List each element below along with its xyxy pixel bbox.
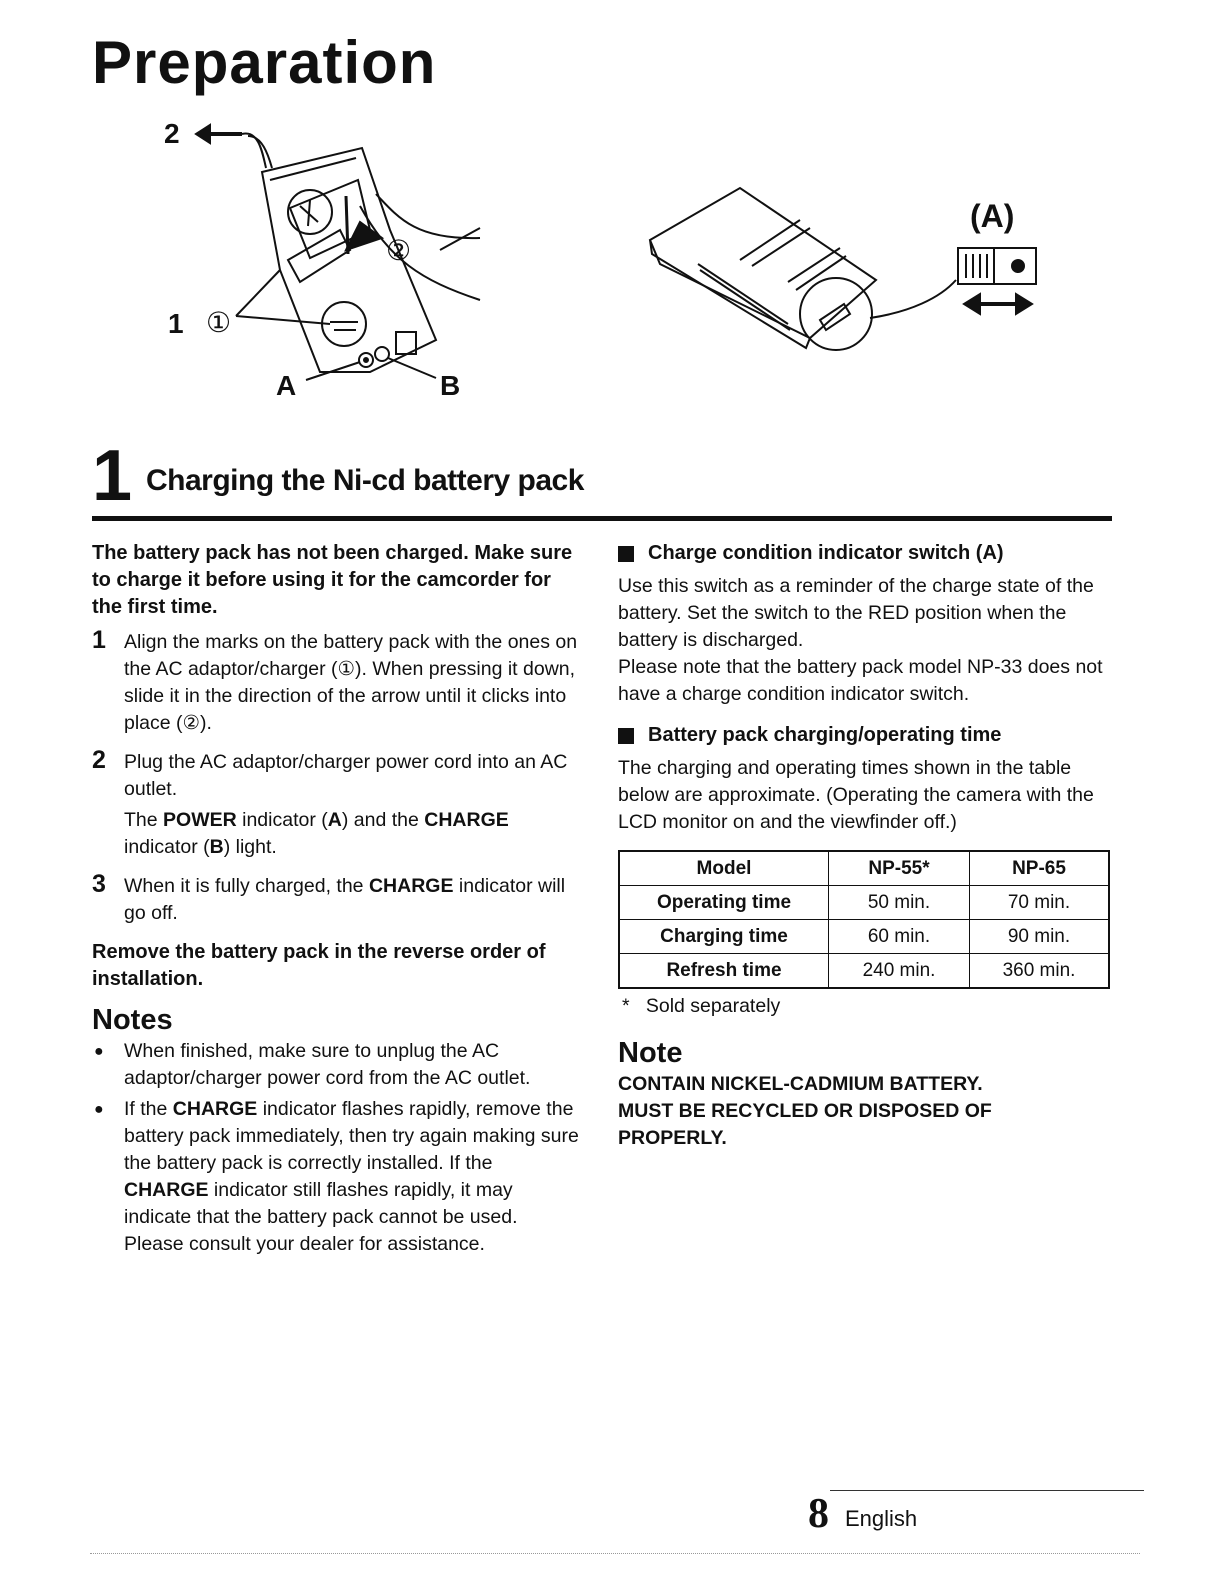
charger-drawing (150, 110, 510, 410)
charge-switch-heading: Charge condition indicator switch (A) (618, 540, 1110, 567)
table-cell: 60 min. (829, 920, 970, 954)
charging-time-table (618, 850, 1110, 989)
step-number: 3 (92, 870, 106, 898)
np33-note-paragraph: Please note that the battery pack model NP-33 does not have a charge condition indicator switch. (618, 656, 1103, 705)
table-header: NP-55* (829, 851, 970, 886)
notes-heading: Notes (92, 1004, 173, 1036)
step-text: Align the marks on the battery pack with the ones on the AC adaptor/charger (①). When pressing it down, slide it in the direction of the arrow until it clicks into place (②). (124, 631, 578, 734)
bullet-icon: ● (94, 1101, 104, 1118)
recycle-warning-line: CONTAIN NICKEL-CADMIUM BATTERY. (618, 1073, 983, 1095)
table-cell: Refresh time (619, 954, 829, 989)
figure-label-b: B (440, 370, 461, 401)
battery-switch-illustration (640, 180, 1060, 360)
table-header: NP-65 (970, 851, 1110, 886)
step-number: 1 (92, 626, 106, 654)
step-text: When it is fully charged, the CHARGE indicator will go off. (124, 875, 566, 924)
square-bullet-icon (618, 728, 634, 744)
table-row (619, 886, 1109, 920)
section-number: 1 (92, 436, 133, 516)
table-cell: 70 min. (970, 886, 1110, 920)
bullet-icon: ● (94, 1043, 104, 1060)
left-column (92, 540, 582, 1262)
recycle-warning-line: MUST BE RECYCLED OR DISPOSED OF (618, 1100, 992, 1122)
charging-time-paragraph: The charging and operating times shown in the table below are approximate. (Operating the camera with the LCD monitor on and the viewfinder off.) (618, 757, 1094, 833)
footer-divider (830, 1490, 1144, 1491)
figure-label-circle-2: ② (386, 235, 412, 266)
table-header: Model (619, 851, 829, 886)
step-2-indicator-text: The POWER indicator (A) and the CHARGE indicator (B) light. (124, 809, 509, 858)
figure-label-switch-a: (A) (970, 198, 1015, 234)
figure-label-step-1: 1 (168, 308, 184, 339)
table-cell: Operating time (619, 886, 829, 920)
table-header-row (619, 851, 1109, 886)
removal-instruction: Remove the battery pack in the reverse order of installation. (92, 941, 546, 990)
step-text: Plug the AC adaptor/charger power cord into an AC outlet. (124, 751, 568, 800)
table-row (619, 920, 1109, 954)
table-cell: 50 min. (829, 886, 970, 920)
charging-time-heading: Battery pack charging/operating time (618, 722, 1110, 749)
step-1 (92, 626, 582, 737)
table-row (619, 954, 1109, 989)
figure-label-a: A (276, 370, 297, 401)
step-number: 2 (92, 746, 106, 774)
table-cell: 240 min. (829, 954, 970, 989)
section-header (92, 436, 1112, 521)
recycle-warning-line: PROPERLY. (618, 1127, 727, 1149)
page-title: Preparation (92, 29, 437, 96)
step-3 (92, 870, 582, 927)
note-heading: Note (618, 1037, 683, 1069)
table-cell: Charging time (619, 920, 829, 954)
lead-paragraph: The battery pack has not been charged. Make sure to charge it before using it for the camcorder for the first time. (92, 542, 573, 618)
charger-illustration (150, 110, 510, 410)
figure-label-circle-1: ① (206, 307, 232, 338)
figure-label-step-2: 2 (164, 118, 180, 149)
page-language: English (845, 1506, 918, 1531)
table-cell: 360 min. (970, 954, 1110, 989)
charge-switch-paragraph: Use this switch as a reminder of the charge state of the battery. Set the switch to the RED position when the battery is discharged. (618, 575, 1094, 651)
table-footnote: * Sold separately (622, 995, 781, 1017)
note-item: ● If the CHARGE indicator flashes rapidly, remove the battery pack immediately, then try again making sure the battery pack is correctly installed. If the CHARGE indicator still flashes rapidly, it may indicate that the battery pack cannot be used. Please consult your dealer for assistance. (94, 1098, 579, 1255)
section-title: Charging the Ni-cd battery pack (146, 464, 584, 497)
step-2 (92, 746, 582, 861)
table-cell: 90 min. (970, 920, 1110, 954)
square-bullet-icon (618, 546, 634, 562)
note-item: ● When finished, make sure to unplug the AC adaptor/charger power cord from the AC outlet. (94, 1040, 531, 1089)
page-number: 8 (808, 1491, 829, 1537)
scan-edge-line (90, 1553, 1140, 1554)
right-column (618, 540, 1110, 1152)
